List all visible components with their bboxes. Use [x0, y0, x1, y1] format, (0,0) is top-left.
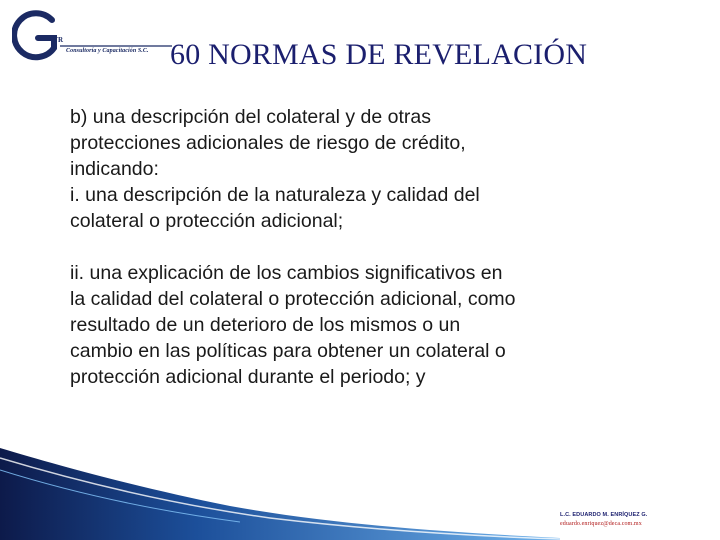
- logo-g-icon: [12, 8, 182, 68]
- corner-wave-decoration: [0, 448, 560, 540]
- author-email: eduardo.enriquez@deca.com.mx: [560, 521, 642, 527]
- body-line: ii. una explicación de los cambios significativos en: [70, 262, 503, 284]
- author-name: L.C. EDUARDO M. ENRÍQUEZ G.: [560, 512, 648, 518]
- body-line: indicando:: [70, 158, 159, 180]
- body-line: cambio en las políticas para obtener un colateral o: [70, 340, 506, 362]
- slide-body: [70, 104, 670, 390]
- logo-tagline: Consultoría y Capacitación S.C.: [66, 48, 149, 54]
- body-line: i. una descripción de la naturaleza y calidad del: [70, 184, 480, 206]
- body-line: resultado de un deterioro de los mismos o un: [70, 314, 461, 336]
- slide-title: 60 NORMAS DE REVELACIÓN: [170, 38, 588, 71]
- body-line: protecciones adicionales de riesgo de crédito,: [70, 132, 466, 154]
- author-footer: [560, 512, 720, 527]
- body-line: protección adicional durante el periodo; y: [70, 366, 426, 388]
- body-line: la calidad del colateral o protección adicional, como: [70, 288, 516, 310]
- logo-initials: YR: [53, 36, 64, 44]
- body-line: colateral o protección adicional;: [70, 210, 344, 232]
- company-logo: [12, 8, 182, 68]
- paragraph-spacer: [70, 234, 670, 260]
- body-line: b) una descripción del colateral y de otras: [70, 106, 431, 128]
